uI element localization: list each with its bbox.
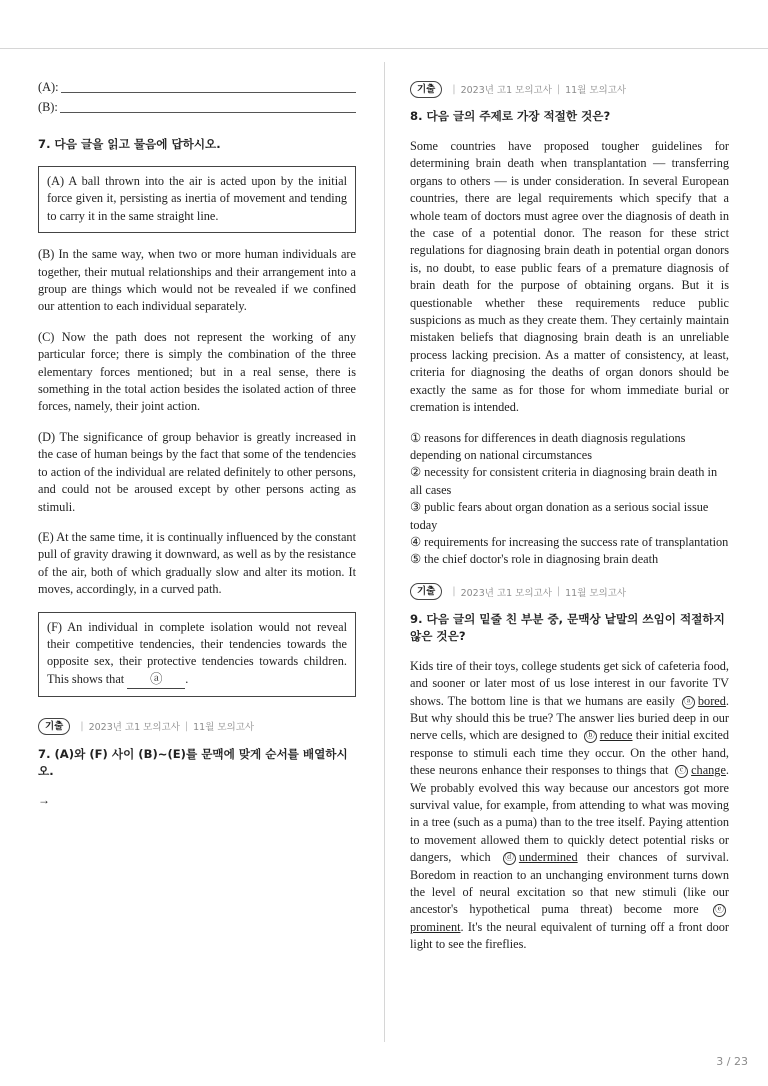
underlined-word-a: bored xyxy=(697,693,726,708)
option-3[interactable]: ③ public fears about organ donation as a serious social issue today xyxy=(410,500,709,532)
source-badge: 기출 xyxy=(410,583,442,600)
source-badge: 기출 xyxy=(410,81,442,98)
source-month: 11월 모의고사 xyxy=(565,587,627,599)
q9-text-5: their chances of survival. Boredom in reaction to an unchanging environment turns down the level of neural excitation so that new stimuli (like our ancestor's hypothetical puma threat) become more xyxy=(410,850,729,917)
column-divider xyxy=(384,62,385,1042)
underlined-word-b: reduce xyxy=(599,728,633,743)
source-badge: 기출 xyxy=(38,718,70,735)
question-7-order-heading: 7. (A)와 (F) 사이 (B)~(E)를 문맥에 맞게 순서를 배열하시오. xyxy=(38,747,348,779)
passage-a: (A) A ball thrown into the air is acted upon by the initial force given it, persisting as inertia of movement and tending to carry it in the same straight line. xyxy=(47,174,347,223)
option-4[interactable]: ④ requirements for increasing the success rate of transplantation xyxy=(410,534,729,549)
underlined-word-e: prominent xyxy=(410,919,461,934)
passage-f-text: (F) An individual in complete isolation would not reveal their competitive tendencies, their tendencies towards the opposite sex, their protective tendencies towards children. This shows that xyxy=(47,619,347,686)
passage-f-end: . xyxy=(185,671,189,686)
blank-b-label: (B): xyxy=(38,100,58,114)
question-9-passage xyxy=(410,658,729,954)
source-year: 2023년 고1 모의고사 xyxy=(460,587,552,599)
tag-separator: | xyxy=(452,586,456,598)
passage-c: (C) Now the path does not represent the working of any particular force; there is simply the combination of the three elementary forces mentioned; but in a real sense, there is something in the total action besides the isolated action of three forces, namely, their joint action. xyxy=(38,329,356,414)
q9-text-1: Kids tire of their toys, college students get sick of cafeteria food, and sooner or later most of us lose interest in our favorite TV shows. The bottom line is that we humans are easily xyxy=(410,658,729,708)
question-8-options xyxy=(410,430,729,569)
right-column xyxy=(410,80,729,954)
blank-b-line[interactable] xyxy=(60,98,356,113)
question-7-heading: 7. 다음 글을 읽고 물음에 답하시오. xyxy=(38,137,221,151)
left-column xyxy=(38,78,356,808)
passage-f xyxy=(47,619,347,690)
question-8-heading: 8. 다음 글의 주제로 가장 적절한 것은? xyxy=(410,109,611,123)
answer-arrow: → xyxy=(38,793,50,808)
q9-text-4: . We probably evolved this way because our ancestors got more survival value, for example, from attending to what was moving in a tree (such as a puma) than to the tree itself. Paying attention to movement allowed them to quickly detect potential risks or dangers, which xyxy=(410,763,729,865)
tag-separator: | xyxy=(452,83,456,95)
option-1[interactable]: ① reasons for differences in death diagnosis regulations depending on national circumstances xyxy=(410,430,686,462)
question-9-heading: 9. 다음 글의 밑줄 친 부분 중, 문맥상 낱말의 쓰임이 적절하지 않은 것은? xyxy=(410,611,725,643)
q9-text-2: . But why should this be true? The answer lies buried deep in our nerve cells, which are designed to xyxy=(410,693,729,743)
marker-a: ⓐ xyxy=(150,671,163,686)
passage-box-a xyxy=(38,166,356,233)
underlined-word-d: undermined xyxy=(518,850,578,865)
underlined-word-c: change xyxy=(691,763,726,778)
page-total: 23 xyxy=(734,1055,748,1068)
marker-a: ⓐ xyxy=(683,696,693,707)
passage-e: (E) At the same time, it is continually influenced by the constant pull of gravity drawing it downward, as well as by the resistance of the air, both of which gradually slow and alter its motion. It moves, accordingly, in a curved path. xyxy=(38,529,356,597)
marker-e: ⓔ xyxy=(714,905,724,916)
source-tag-q9 xyxy=(410,583,729,601)
marker-d: ⓓ xyxy=(504,853,514,864)
tag-separator: | xyxy=(556,83,561,95)
source-year: 2023년 고1 모의고사 xyxy=(88,722,180,734)
question-8-passage: Some countries have proposed tougher guidelines for determining brain death when transplantation — transferring organs to others — is under consideration. In several European countries, there are legal requirements which specify that a whole team of doctors must agree over the diagnosis of death in the case of a potential donor. The reason for these strict regulations for diagnosing brain death in potential organ donors is, no doubt, to ease public fears of a premature diagnosis of brain death for the purpose of obtaining organs. But it is questionable whether these requirements reduce public suspicions as much as they create them. They certainly maintain mistaken beliefs that diagnosing brain death is an unreliable process lacking precision. As a matter of consistency, at least, criteria for diagnosing the deaths of organ donors should be exactly the same as for those for whom immediate burial or cremation is intended. xyxy=(410,139,729,415)
marker-b: ⓑ xyxy=(585,731,595,742)
option-5[interactable]: ⑤ the chief doctor's role in diagnosing brain death xyxy=(410,552,659,567)
blank-a-inline xyxy=(127,671,185,689)
q9-text-6: . It's the neural equivalent of turning off a front door light to see the fireflies. xyxy=(410,919,729,952)
source-month: 11월 모의고사 xyxy=(565,85,627,96)
tag-separator: | xyxy=(184,720,189,732)
page-separator: / xyxy=(726,1055,731,1068)
passage-d: (D) The significance of group behavior is greatly increased in the case of human beings by the fact that some of the tendencies to action of the individual are related definitely to other persons, and could not be aroused except by other persons acting as stimuli. xyxy=(38,429,356,514)
header-rule xyxy=(0,48,768,49)
tag-separator: | xyxy=(80,720,84,732)
answer-blank-b xyxy=(38,98,356,117)
page-current: 3 xyxy=(716,1055,724,1068)
marker-c: ⓒ xyxy=(677,766,687,777)
source-month: 11월 모의고사 xyxy=(193,722,255,734)
source-tag-q8 xyxy=(410,80,729,98)
page-number xyxy=(716,1055,748,1068)
blank-a-line[interactable] xyxy=(61,78,357,93)
passage-box-f xyxy=(38,612,356,698)
option-2[interactable]: ② necessity for consistent criteria in diagnosing brain death in all cases xyxy=(410,465,718,497)
source-tag-q7 xyxy=(38,717,356,735)
passage-b: (B) In the same way, when two or more human individuals are together, their mutual relationships and their arrangement into a group are things which would not be revealed if we confined our attention to each individual separately. xyxy=(38,247,356,314)
source-year: 2023년 고1 모의고사 xyxy=(460,85,552,96)
q9-text-3: their initial excited response to stimuli each time they occur. On the other hand, these neurons enhance their responses to things that xyxy=(410,728,729,778)
blank-a-label: (A): xyxy=(38,80,59,94)
answer-blank-a xyxy=(38,78,356,97)
tag-separator: | xyxy=(556,586,561,598)
